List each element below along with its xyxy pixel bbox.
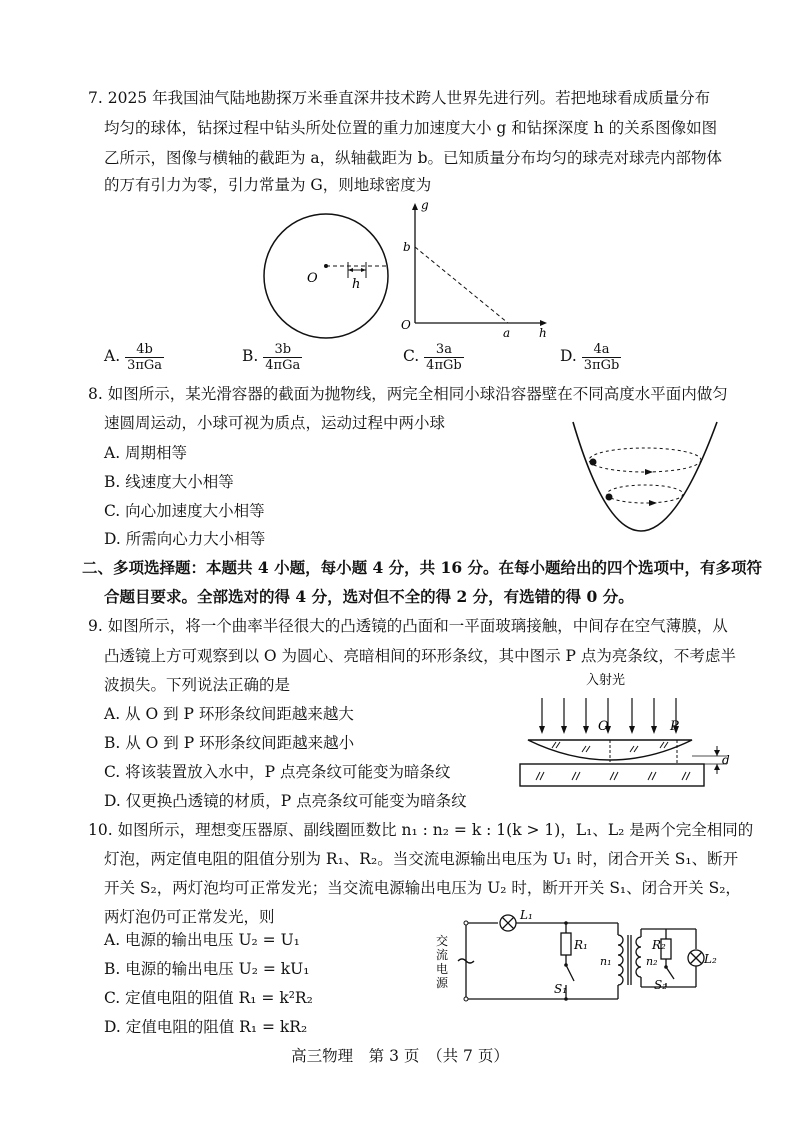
q8-option-c: C. 向心加速度大小相等 (104, 502, 265, 520)
q10-line-2: 灯泡，两定值电阻的阻值分别为 R₁、R₂。当交流电源输出电压为 U₁ 时，闭合开关 S₁、断开 (104, 850, 739, 868)
q10-figure-transformer-circuit (428, 905, 718, 1023)
q7-option-b: B. $\frac{3b}{\text{4πGa}}$ (242, 341, 301, 373)
q7-graph-x-intercept-label: a (503, 326, 511, 340)
q10-option-b: B. 电源的输出电压 U₂ = kU₁ (104, 960, 310, 978)
q8-figure-parabola-container (565, 418, 725, 540)
q10-source-char-3: 电 (436, 962, 449, 976)
q10-source-char-1: 交 (436, 934, 449, 948)
q9-option-c: C. 将该装置放入水中，P 点亮条纹可能变为暗条纹 (104, 763, 451, 781)
q9-gap-d-label: d (722, 753, 730, 767)
section2-line-1: 二、多项选择题：本题共 4 小题，每小题 4 分，共 16 分。在每小题给出的四个选项中，有多项符 (82, 558, 763, 577)
q7-line-2: 均匀的球体，钻探过程中钻头所处位置的重力加速度大小 g 和钻探深度 h 的关系图像如图 (104, 119, 718, 137)
q7-option-c: C. $\frac{3a}{\text{4πGb}}$ (403, 341, 462, 373)
page-footer: 高三物理 第 3 页 （共 7 页） (291, 1047, 509, 1065)
q10-switch-s2-label: S₂ (654, 978, 668, 992)
q7-graph-y-intercept-label: b (403, 240, 411, 254)
q7-figure-circle (252, 212, 402, 342)
q10-option-a: A. 电源的输出电压 U₂ = U₁ (104, 931, 300, 949)
q10-lamp-l2-label: L₂ (704, 952, 717, 966)
q8-option-d: D. 所需向心力大小相等 (104, 530, 266, 548)
q7-graph-origin-label: O (401, 318, 411, 332)
q9-point-o-label: O (598, 719, 609, 734)
q7-line-3: 乙所示，图像与横轴的截距为 a，纵轴截距为 b。已知质量分布均匀的球壳对球壳内部物体 (104, 149, 723, 167)
q10-coil-n1-label: n₁ (600, 955, 612, 968)
q9-option-b: B. 从 O 到 P 环形条纹间距越来越小 (104, 734, 355, 752)
q7-line-4: 的万有引力为零，引力常量为 G，则地球密度为 (104, 176, 432, 194)
q8-line-1: 8. 如图所示，某光滑容器的截面为抛物线，两完全相同小球沿容器壁在不同高度水平面内做匀 (88, 385, 728, 403)
q8-line-2: 速圆周运动，小球可视为质点，运动过程中两小球 (104, 414, 446, 432)
q10-resistor-r1-label: R₁ (574, 938, 588, 952)
q10-resistor-r2-label: R₂ (652, 938, 666, 952)
q9-line-1: 9. 如图所示，将一个曲率半径很大的凸透镜的凸面和一平面玻璃接触，中间存在空气薄膜，从 (88, 617, 728, 635)
q7-line-1: 7. 2025 年我国油气陆地勘探万米垂直深井技术跨人世界先进行列。若把地球看成质量分布 (88, 89, 711, 107)
q10-source-char-2: 流 (436, 948, 449, 962)
q7-figure-graph (395, 195, 555, 340)
q7-graph-x-axis-label: h (539, 326, 547, 340)
q7-option-d: D. $\frac{4a}{\text{3πGb}}$ (560, 341, 620, 373)
q9-line-3: 波损失。下列说法正确的是 (104, 676, 291, 694)
q8-option-b: B. 线速度大小相等 (104, 473, 234, 491)
section2-line-2: 合题目要求。全部选对的得 4 分，选对但不全的得 2 分，有选错的得 0 分。 (104, 587, 634, 606)
q8-ball-lower (606, 494, 613, 501)
q10-switch-s1-label: S₁ (554, 982, 568, 996)
q9-incident-light-label: 入射光 (586, 673, 626, 688)
q10-lamp-l1-label: L₁ (520, 908, 533, 922)
q8-option-a: A. 周期相等 (104, 444, 188, 462)
q9-option-a: A. 从 O 到 P 环形条纹间距越来越大 (104, 705, 354, 723)
q7-circle-center-label: O (307, 271, 318, 286)
q10-source-char-4: 源 (436, 976, 449, 990)
q9-figure-newton-rings (512, 668, 737, 798)
q7-circle-depth-label: h (352, 277, 361, 292)
q10-option-d: D. 定值电阻的阻值 R₁ = kR₂ (104, 1018, 308, 1036)
q7-option-a: A. $\frac{4b}{\text{3πGa}}$ (104, 341, 163, 373)
q10-line-1: 10. 如图所示，理想变压器原、副线圈匝数比 n₁ : n₂ = k : 1(k > 1)，L₁、L₂ 是两个完全相同的 (88, 821, 754, 839)
q10-option-c: C. 定值电阻的阻值 R₁ = k²R₂ (104, 989, 313, 1007)
q7-graph-y-axis-label: g (421, 198, 429, 212)
q9-option-d: D. 仅更换凸透镜的材质，P 点亮条纹可能变为暗条纹 (104, 792, 467, 810)
q9-line-2: 凸透镜上方可观察到以 O 为圆心、亮暗相间的环形条纹，其中图示 P 点为亮条纹，不考虑半 (104, 647, 736, 665)
q10-line-4: 两灯泡仍可正常发光，则 (104, 908, 275, 926)
q10-line-3: 开关 S₂，两灯泡均可正常发光；当交流电源输出电压为 U₂ 时，断开开关 S₁、闭合开关 S₂， (104, 879, 741, 897)
q10-coil-n2-label: n₂ (646, 955, 658, 968)
q8-ball-upper (590, 459, 597, 466)
q9-point-p-label: P (670, 719, 679, 734)
